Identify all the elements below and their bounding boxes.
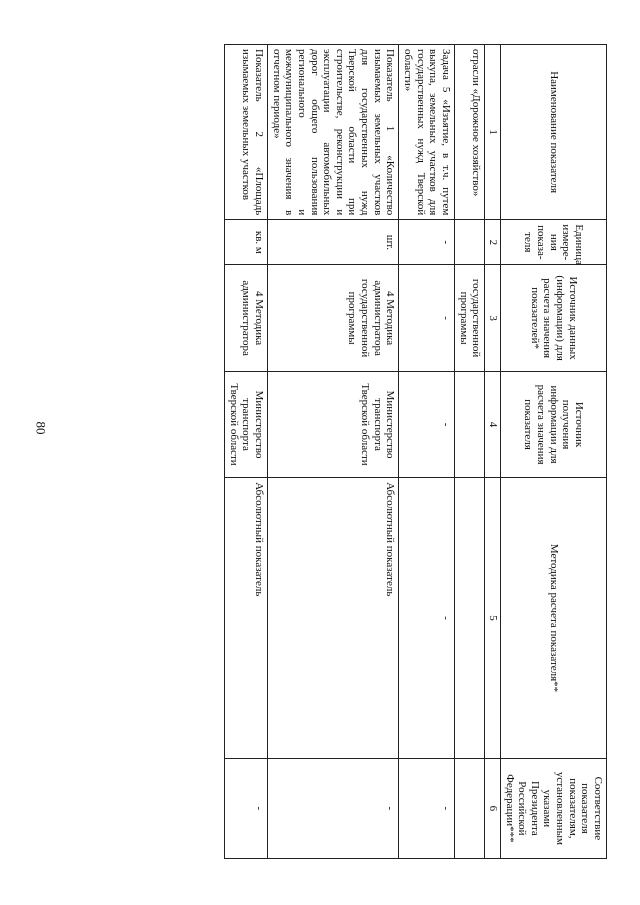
col-number: 1 xyxy=(485,45,501,220)
table-row xyxy=(399,45,455,859)
row-indicator-name: отрасли «Дорожное хозяйство» xyxy=(454,45,484,220)
row-indicator-name: Задача 5 «Изъятие, в т.ч. путем выкупа, земельных участков для государственных нужд Тверской области» xyxy=(399,45,455,220)
row-info-source: Министерство транспорта Тверской области xyxy=(267,371,398,477)
row-indicator-name: Показатель 1 «Количество изымаемых земельных участков для государственных нужд Тверской области при строительстве, реконструкции и эксплуатации автомобильных дорог общего пользования регионального и межмуниципального значения в отчетном периоде» xyxy=(267,45,398,220)
row-method xyxy=(454,478,484,759)
header-data-source: Источник данных (информации) для расчета значения показателей* xyxy=(500,265,606,371)
col-number: 2 xyxy=(485,220,501,265)
row-data-source: 4 Методика администратора xyxy=(225,265,268,371)
row-decree-match xyxy=(454,758,484,858)
row-method: - xyxy=(399,478,455,759)
row-data-source: - xyxy=(399,265,455,371)
col-number: 4 xyxy=(485,371,501,477)
header-info-source: Источник получения информации для расчета значения показателя xyxy=(500,371,606,477)
table-header-row xyxy=(500,45,606,859)
row-info-source: Министерство транспорта Тверской области xyxy=(225,371,268,477)
row-decree-match: - xyxy=(267,758,398,858)
col-number: 6 xyxy=(485,758,501,858)
row-info-source: - xyxy=(399,371,455,477)
row-unit: шт. xyxy=(267,220,398,265)
indicator-table xyxy=(224,44,607,859)
table-row xyxy=(267,45,398,859)
row-decree-match: - xyxy=(225,758,268,858)
row-unit: - xyxy=(399,220,455,265)
column-number-row xyxy=(485,45,501,859)
col-number: 3 xyxy=(485,265,501,371)
row-unit: кв. м xyxy=(225,220,268,265)
row-method: Абсолютный показатель xyxy=(267,478,398,759)
row-unit xyxy=(454,220,484,265)
row-method: Абсолютный показатель xyxy=(225,478,268,759)
header-decree-match: Соответствие показателя показателям, установленным указами Президента Российской Федерации*** xyxy=(500,758,606,858)
table-row xyxy=(225,45,268,859)
table-row xyxy=(454,45,484,859)
col-number: 5 xyxy=(485,478,501,759)
header-method: Методика расчета показателя** xyxy=(500,478,606,759)
row-data-source: 4 Методика администратора государственной программы xyxy=(267,265,398,371)
header-indicator-name: Наименование показателя xyxy=(500,45,606,220)
row-decree-match: - xyxy=(399,758,455,858)
page-number: 80 xyxy=(33,421,49,435)
indicator-table-wrapper xyxy=(72,44,607,859)
header-unit: Единица измере-ния показа-теля xyxy=(500,220,606,265)
row-info-source xyxy=(454,371,484,477)
row-indicator-name: Показатель 2 «Площадь изымаемых земельных участков xyxy=(225,45,268,220)
row-data-source: государственной программы xyxy=(454,265,484,371)
